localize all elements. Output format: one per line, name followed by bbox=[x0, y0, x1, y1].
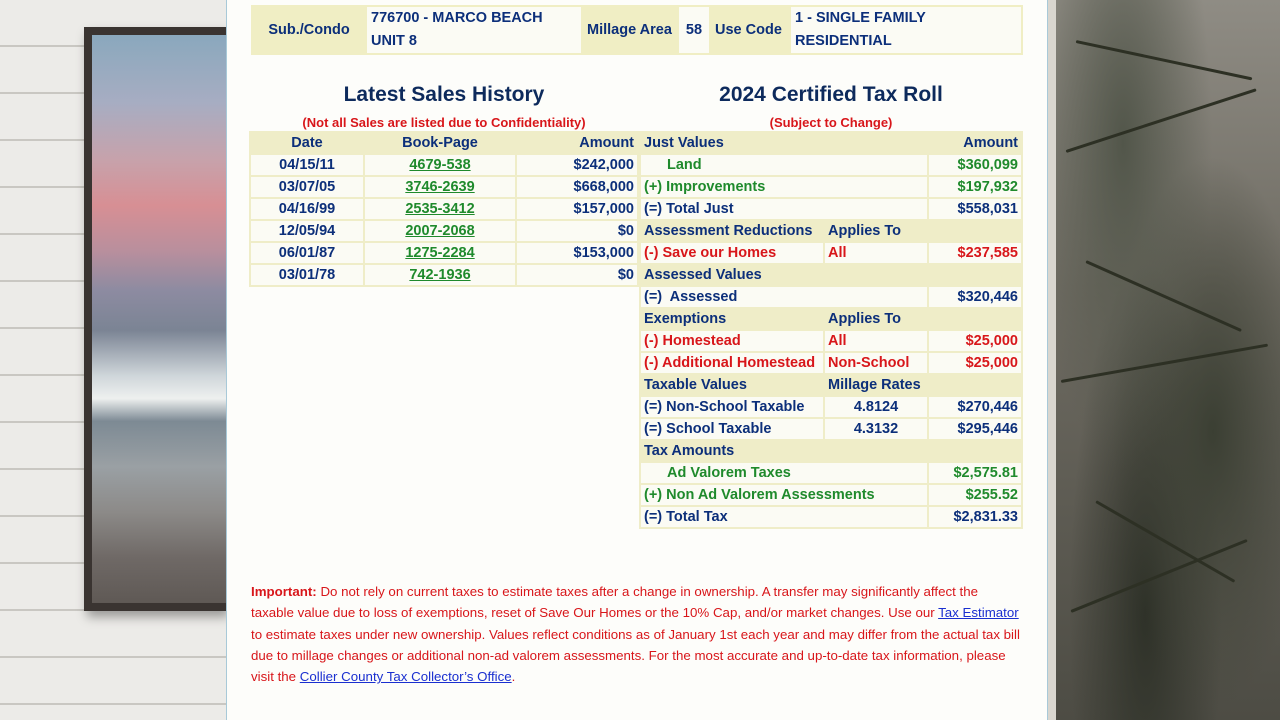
tax-collector-link[interactable]: Collier County Tax Collector’s Office bbox=[299, 669, 512, 685]
sale-amount: $157,000 bbox=[517, 199, 637, 219]
assessed-value: $320,446 bbox=[929, 287, 1021, 307]
sale-amount: $153,000 bbox=[517, 243, 637, 263]
table-row bbox=[641, 331, 1021, 351]
table-row bbox=[251, 265, 637, 285]
table-row bbox=[641, 243, 1021, 263]
table-row bbox=[641, 177, 1021, 197]
table-row bbox=[641, 463, 1021, 483]
painting-canvas bbox=[92, 35, 226, 603]
just-values-header: Just Values bbox=[641, 133, 927, 153]
book-page-link[interactable]: 3746-2639 bbox=[405, 179, 475, 195]
table-row bbox=[251, 243, 637, 263]
notice-text-2: to estimate taxes under new ownership. Values reflect conditions as of January 1st each year and may differ from the actual tax bill due to millage changes or additional non-ad valorem assessments. For the most accurate and up-to-date tax information, please visit the bbox=[251, 626, 1020, 685]
school-taxable-value: $295,446 bbox=[929, 419, 1021, 439]
amount-header: Amount bbox=[929, 133, 1021, 153]
palm-frond bbox=[1076, 40, 1253, 80]
millage-rates-header: Millage Rates bbox=[825, 375, 927, 395]
land-value: $360,099 bbox=[929, 155, 1021, 175]
sale-date: 06/01/87 bbox=[251, 243, 363, 263]
book-page-link[interactable]: 2535-3412 bbox=[405, 201, 475, 217]
table-row bbox=[641, 287, 1021, 307]
exemptions-header: Exemptions bbox=[641, 309, 823, 329]
palm-frond bbox=[1085, 260, 1242, 332]
school-millage-rate: 4.3132 bbox=[825, 419, 927, 439]
total-tax-value: $2,831.33 bbox=[929, 507, 1021, 527]
assessed-label: (=) Assessed bbox=[641, 287, 927, 307]
book-page-link[interactable]: 4679-538 bbox=[409, 157, 471, 173]
table-row bbox=[641, 155, 1021, 175]
property-record-panel bbox=[226, 0, 1048, 720]
millage-area-value: 58 bbox=[679, 7, 709, 53]
table-row bbox=[641, 507, 1021, 527]
sale-date: 04/16/99 bbox=[251, 199, 363, 219]
palm-frond bbox=[1061, 344, 1268, 383]
palm-plant-background bbox=[1056, 0, 1280, 720]
use-code-label: Use Code bbox=[711, 7, 789, 53]
table-row bbox=[251, 221, 637, 241]
sale-date: 03/07/05 bbox=[251, 177, 363, 197]
land-label: Land bbox=[641, 155, 927, 175]
assessed-values-header: Assessed Values bbox=[641, 265, 927, 285]
subcondo-label: Sub./Condo bbox=[253, 7, 365, 53]
table-row bbox=[641, 485, 1021, 505]
additional-homestead-value: $25,000 bbox=[929, 353, 1021, 373]
sale-amount: $0 bbox=[517, 265, 637, 285]
sale-date: 12/05/94 bbox=[251, 221, 363, 241]
book-page-link[interactable]: 2007-2068 bbox=[405, 223, 475, 239]
sale-amount: $668,000 bbox=[517, 177, 637, 197]
school-taxable-label: (=) School Taxable bbox=[641, 419, 823, 439]
table-row bbox=[251, 199, 637, 219]
total-just-value: $558,031 bbox=[929, 199, 1021, 219]
subcondo-value: 776700 - MARCO BEACH UNIT 8 bbox=[367, 7, 581, 53]
additional-homestead-label: (-) Additional Homestead bbox=[641, 353, 823, 373]
total-tax-label: (=) Total Tax bbox=[641, 507, 927, 527]
sale-amount: $242,000 bbox=[517, 155, 637, 175]
notice-lead: Important: bbox=[251, 584, 317, 599]
use-code-value: 1 - SINGLE FAMILY RESIDENTIAL bbox=[791, 7, 1021, 53]
table-row bbox=[641, 199, 1021, 219]
non-school-taxable-value: $270,446 bbox=[929, 397, 1021, 417]
sales-history-title: Latest Sales History bbox=[343, 83, 545, 106]
col-date-header: Date bbox=[251, 133, 363, 153]
tax-amounts-header: Tax Amounts bbox=[641, 441, 927, 461]
ad-valorem-taxes-label: Ad Valorem Taxes bbox=[641, 463, 927, 483]
improvements-label: (+) Improvements bbox=[641, 177, 927, 197]
applies-to-header: Applies To bbox=[825, 221, 927, 241]
sales-confidentiality-note: (Not all Sales are listed due to Confidentiality) bbox=[302, 115, 586, 130]
table-row bbox=[251, 177, 637, 197]
wall-background bbox=[0, 0, 226, 720]
taxable-values-header: Taxable Values bbox=[641, 375, 823, 395]
homestead-applies: All bbox=[825, 331, 927, 351]
sales-history-table bbox=[249, 131, 639, 287]
save-our-homes-applies: All bbox=[825, 243, 927, 263]
table-row bbox=[251, 155, 637, 175]
table-row bbox=[641, 353, 1021, 373]
sale-date: 04/15/11 bbox=[251, 155, 363, 175]
sale-date: 03/01/78 bbox=[251, 265, 363, 285]
seascape-painting bbox=[84, 27, 226, 611]
millage-area-label: Millage Area bbox=[583, 7, 677, 53]
non-ad-valorem-value: $255.52 bbox=[929, 485, 1021, 505]
tax-roll-table bbox=[639, 131, 1023, 529]
homestead-value: $25,000 bbox=[929, 331, 1021, 351]
tax-estimator-link[interactable]: Tax Estimator bbox=[938, 605, 1019, 621]
important-notice bbox=[251, 581, 1021, 687]
sale-amount: $0 bbox=[517, 221, 637, 241]
book-page-link[interactable]: 1275-2284 bbox=[405, 245, 475, 261]
palm-frond bbox=[1066, 88, 1257, 153]
table-row bbox=[641, 397, 1021, 417]
non-school-millage-rate: 4.8124 bbox=[825, 397, 927, 417]
table-row bbox=[641, 419, 1021, 439]
save-our-homes-value: $237,585 bbox=[929, 243, 1021, 263]
improvements-value: $197,932 bbox=[929, 177, 1021, 197]
col-amount-header: Amount bbox=[517, 133, 637, 153]
save-our-homes-label: (-) Save our Homes bbox=[641, 243, 823, 263]
book-page-link[interactable]: 742-1936 bbox=[409, 267, 471, 283]
notice-text-3: . bbox=[511, 669, 516, 685]
tax-roll-title: 2024 Certified Tax Roll bbox=[719, 83, 943, 106]
notice-text-1: Do not rely on current taxes to estimate taxes after a change in ownership. A transfer may significantly affect the taxable value due to loss of exemptions, reset of Save Our Homes or the 10% Cap, and/or market changes. Use our bbox=[251, 584, 978, 621]
total-just-label: (=) Total Just bbox=[641, 199, 927, 219]
parcel-header-table bbox=[251, 5, 1023, 55]
assessment-reductions-header: Assessment Reductions bbox=[641, 221, 823, 241]
ad-valorem-taxes-value: $2,575.81 bbox=[929, 463, 1021, 483]
additional-homestead-applies: Non-School bbox=[825, 353, 927, 373]
col-book-page-header: Book-Page bbox=[365, 133, 515, 153]
exemptions-applies-header: Applies To bbox=[825, 309, 927, 329]
non-school-taxable-label: (=) Non-School Taxable bbox=[641, 397, 823, 417]
homestead-label: (-) Homestead bbox=[641, 331, 823, 351]
non-ad-valorem-label: (+) Non Ad Valorem Assessments bbox=[641, 485, 927, 505]
tax-roll-subject-note: (Subject to Change) bbox=[769, 115, 893, 130]
